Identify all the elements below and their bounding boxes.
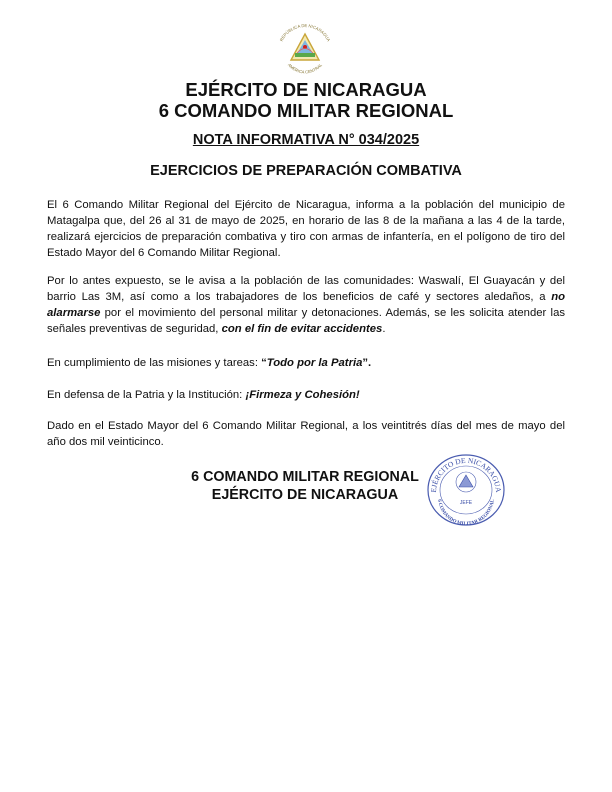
text: por el movimiento del personal militar y detonaciones. Además, se les solicita atender las señales preventivas de seguridad, xyxy=(47,306,565,335)
svg-text:AMÉRICA CENTRAL: AMÉRICA CENTRAL xyxy=(286,62,324,75)
quote: ”. xyxy=(362,357,372,369)
signature-line-1: 6 COMANDO MILITAR REGIONAL xyxy=(191,469,419,485)
title-line-1: EJÉRCITO DE NICARAGUA xyxy=(185,79,427,100)
motto-todo-por-la-patria: Todo por la Patria xyxy=(266,357,363,369)
paragraph-motto-2 xyxy=(47,388,565,404)
text: En cumplimiento de las misiones y tareas: xyxy=(47,357,262,369)
svg-text:JEFE: JEFE xyxy=(459,500,473,506)
svg-text:EJÉRCITO DE NICARAGUA: EJÉRCITO DE NICARAGUA xyxy=(428,455,504,493)
subject-heading: EJERCICIOS DE PREPARACIÓN COMBATIVA xyxy=(150,163,462,179)
quote: “ xyxy=(261,357,267,369)
signature-line-2: EJÉRCITO DE NICARAGUA xyxy=(211,487,399,503)
official-seal-icon xyxy=(425,453,507,527)
coat-of-arms-icon xyxy=(272,22,338,78)
note-number: NOTA INFORMATIVA N° 034/2025 xyxy=(192,132,420,148)
svg-text:6 COMANDO MILITAR REGIONAL: 6 COMANDO MILITAR REGIONAL xyxy=(436,499,496,527)
text: En defensa de la Patria y la Institución: xyxy=(47,389,246,401)
text: . xyxy=(382,322,386,335)
motto-firmeza-cohesion: ¡Firmeza y Cohesión! xyxy=(245,389,360,401)
emphasis-evitar-accidentes: con el fin de evitar accidentes xyxy=(221,322,383,335)
svg-text:REPÚBLICA DE NICARAGUA: REPÚBLICA DE NICARAGUA xyxy=(278,22,332,43)
paragraph-warning xyxy=(47,274,565,338)
paragraph-announcement: El 6 Comando Militar Regional del Ejército de Nicaragua, informa a la población del municipio de Matagalpa que, del 26 al 31 de mayo de 2025, en horario de las 8 de la mañana a las 4 de la tarde, realizará ejercicios de preparación combativa y tiro con armas de infantería, en el polígono de tiro del Estado Mayor del 6 Comando Militar Regional. xyxy=(47,199,565,259)
text: Por lo antes expuesto, se le avisa a la población de las comunidades: Waswalí, El Guayacán y del barrio Las 3M, así como a los trabajadores de los beneficios de café y sectores aledaños, a xyxy=(47,275,565,303)
paragraph-motto-1 xyxy=(47,356,565,372)
emphasis-no-alarmarse: no alarmarse xyxy=(47,290,565,319)
paragraph-date: Dado en el Estado Mayor del 6 Comando Militar Regional, a los veintitrés días del mes de mayo del año dos mil veinticinco. xyxy=(47,420,565,448)
title-line-2: 6 COMANDO MILITAR REGIONAL xyxy=(158,100,454,121)
